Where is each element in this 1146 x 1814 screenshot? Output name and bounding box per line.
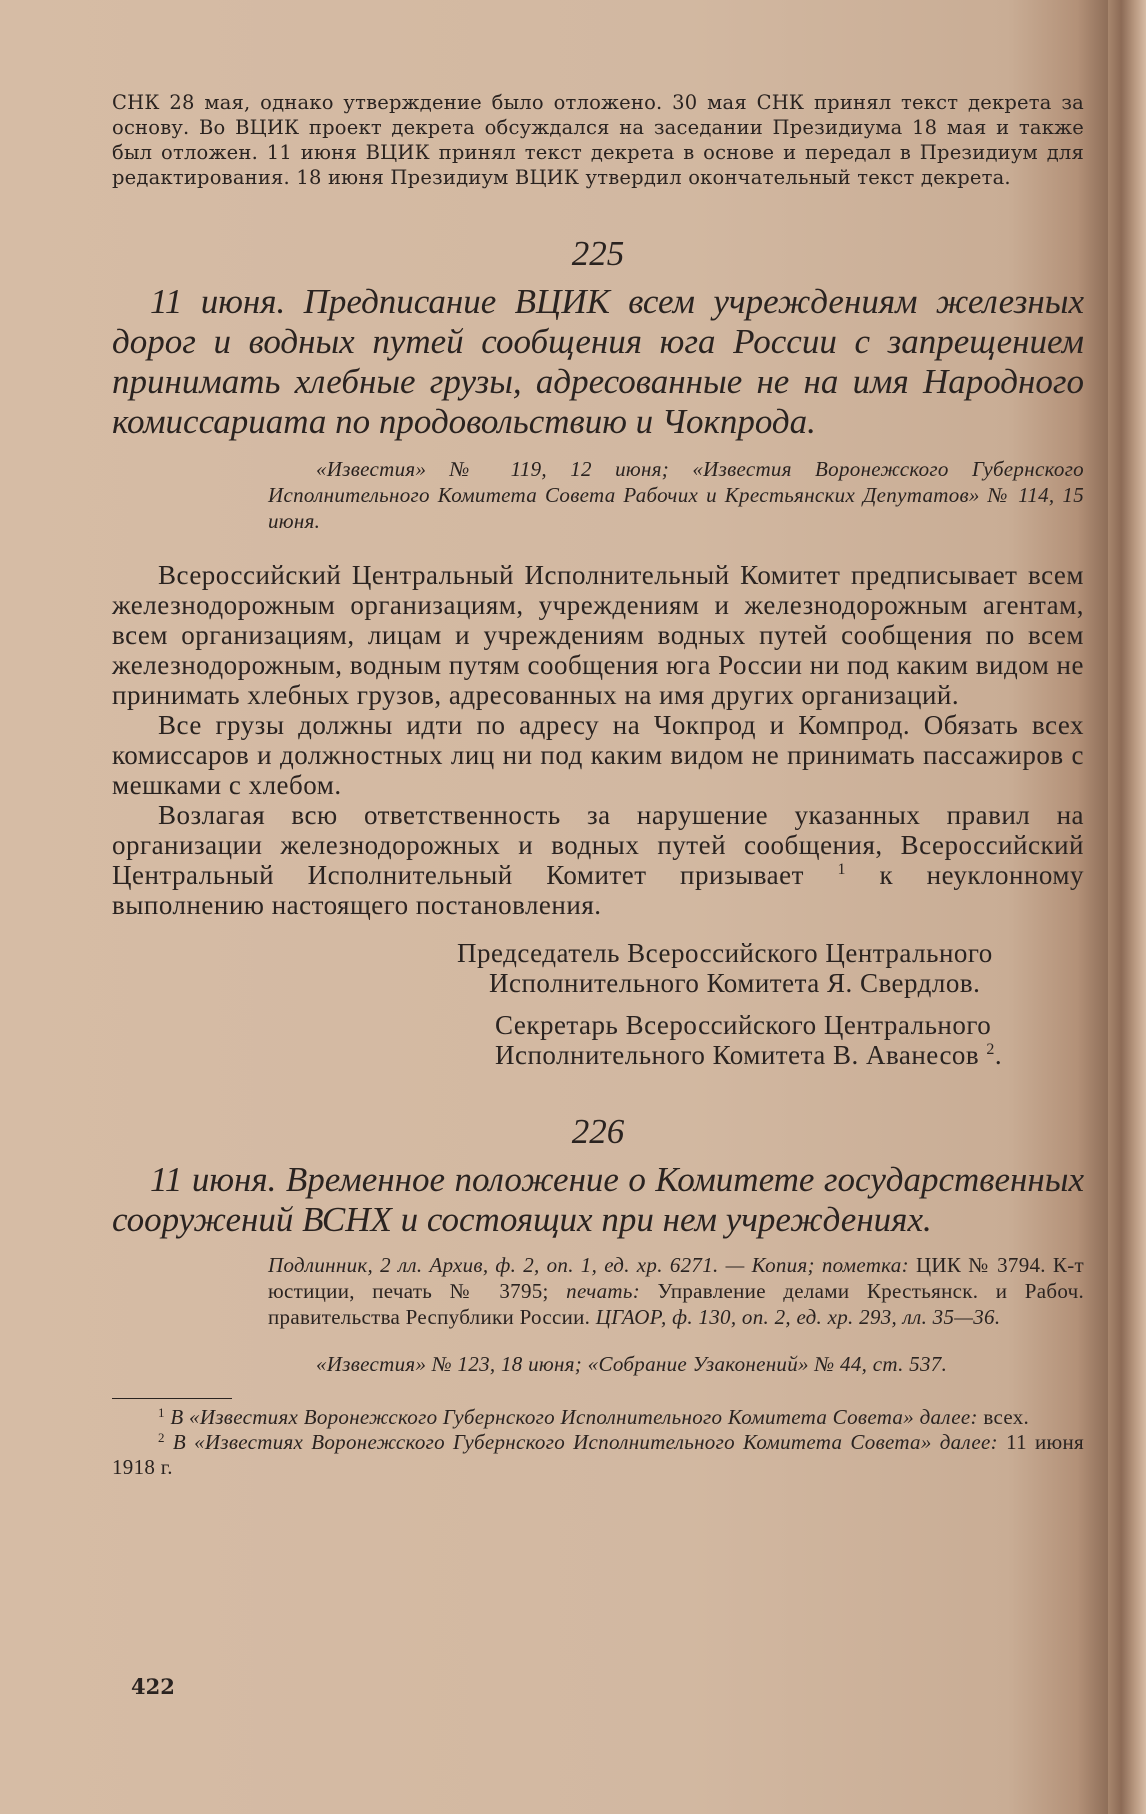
document-number-225: 225 — [571, 234, 625, 273]
document-number-226: 226 — [571, 1112, 625, 1151]
footnote-1-number: 1 — [158, 1405, 165, 1420]
signature-secretary — [112, 1010, 1084, 1070]
page-number: 422 — [131, 1674, 175, 1699]
signature-secretary-line1: Секретарь Всероссийского Центрального — [495, 1010, 992, 1040]
signature-chairman-line2: Исполнительного Комитета Я. Свердлов. — [489, 968, 981, 998]
signature-chairman — [112, 938, 1084, 998]
body-paragraph-3 — [112, 800, 1084, 920]
body-paragraph-1: Всероссийский Центральный Исполнительный Комитет предписывает всем железнодорожным организациям, учреждениям и железнодорожным агентам, всем организациям, лицам и учреждениям водных путей сообщения по всем железнодорожным, водным путям сообщения юга России ни под каким видом не принимать хлебных грузов, адресованных на имя других организаций. — [112, 560, 1084, 710]
document-title-226: 11 июня. Временное положение о Комитете государственных сооружений ВСНХ и состоящих при нем учреждениях. — [112, 1160, 1084, 1239]
document-title-225: 11 июня. Предписание ВЦИК всем учреждениям железных дорог и водных путей сообщения юга России с запрещением принимать хлебные грузы, адресованные не на имя Народного комиссариата по продовольствию и Чокпрода. — [112, 282, 1084, 441]
footnote-2 — [112, 1430, 1084, 1480]
source-226-mark-text: ЦИК № 3794. К-т юстиции, печать № 3795; — [268, 1253, 1084, 1303]
source-226-label-stamp: печать: — [566, 1279, 641, 1303]
footnote-1-italic: В «Известиях Воронежского Губернского Исполнительного Комитета Совета» — [170, 1405, 915, 1429]
body-paragraph-3-text: Возлагая всю ответственность за нарушение указанных правил на организации железнодорожных и водных путей сообщения, Всероссийский Центральный Исполнительный Комитет призывает — [112, 800, 1084, 890]
footnote-1-text: всех. — [983, 1405, 1030, 1429]
document-source-226 — [268, 1252, 1084, 1330]
footnote-divider — [112, 1398, 232, 1399]
source-226-label-mark: пометка: — [821, 1253, 909, 1277]
intro-paragraph: СНК 28 мая, однако утверждение было отложено. 30 мая СНК принял текст декрета за основу. Во ВЦИК проект декрета обсуждался на заседании Президиума 18 мая и также был отложен. 11 июня ВЦИК принял текст декрета в основе и передал в Президиум для редактирования. 18 июня Президиум ВЦИК утвердил окончательный текст декрета. — [112, 91, 1084, 189]
footnote-1 — [112, 1405, 1084, 1430]
footnote-2-text: 11 июня 1918 г. — [112, 1430, 1084, 1479]
footnote-1-label: далее: — [919, 1405, 978, 1429]
signature-secretary-line2 — [457, 1040, 1084, 1070]
footnote-2-italic: В «Известиях Воронежского Губернского Исполнительного Комитета Совета» — [172, 1430, 932, 1454]
body-paragraph-2: Все грузы должны идти по адресу на Чокпрод и Компрод. Обязать всех комиссаров и должностных лиц ни под каким видом не принимать пассажиров с мешками с хлебом. — [112, 710, 1084, 800]
source-226-archive: ЦГАОР, ф. 130, оп. 2, ед. хр. 293, лл. 35—36. — [595, 1305, 1001, 1329]
book-spine-shadow — [1108, 0, 1146, 1814]
document-source-226-publications: «Известия» № 123, 18 июня; «Собрание Узаконений» № 44, ст. 537. — [316, 1352, 948, 1376]
body-paragraph-3-end: к неуклонному выполнению настоящего постановления. — [112, 860, 1084, 920]
signature-secretary-period: . — [994, 1040, 1003, 1070]
page-content — [112, 90, 1084, 1480]
footnote-ref-1: 1 — [837, 861, 846, 878]
footnote-ref-2: 2 — [986, 1041, 995, 1058]
document-source-225: «Известия» № 119, 12 июня; «Известия Воронежского Губернского Исполнительного Комитета Совета Рабочих и Крестьянских Депутатов» № 114, 15 июня. — [268, 457, 1084, 533]
source-226-stamp-text: Управление делами Крестьянск. и Рабоч. правительства Республики России. — [268, 1279, 1084, 1329]
signature-secretary-name: Исполнительного Комитета В. Аванесов — [495, 1040, 980, 1070]
footnote-2-label: далее: — [939, 1430, 998, 1454]
source-226-part1: Подлинник, 2 лл. Архив, ф. 2, оп. 1, ед. хр. 6271. — Копия; — [268, 1253, 815, 1277]
footnote-2-number: 2 — [158, 1430, 165, 1445]
signature-chairman-line1: Председатель Всероссийского Центрального — [457, 938, 993, 968]
